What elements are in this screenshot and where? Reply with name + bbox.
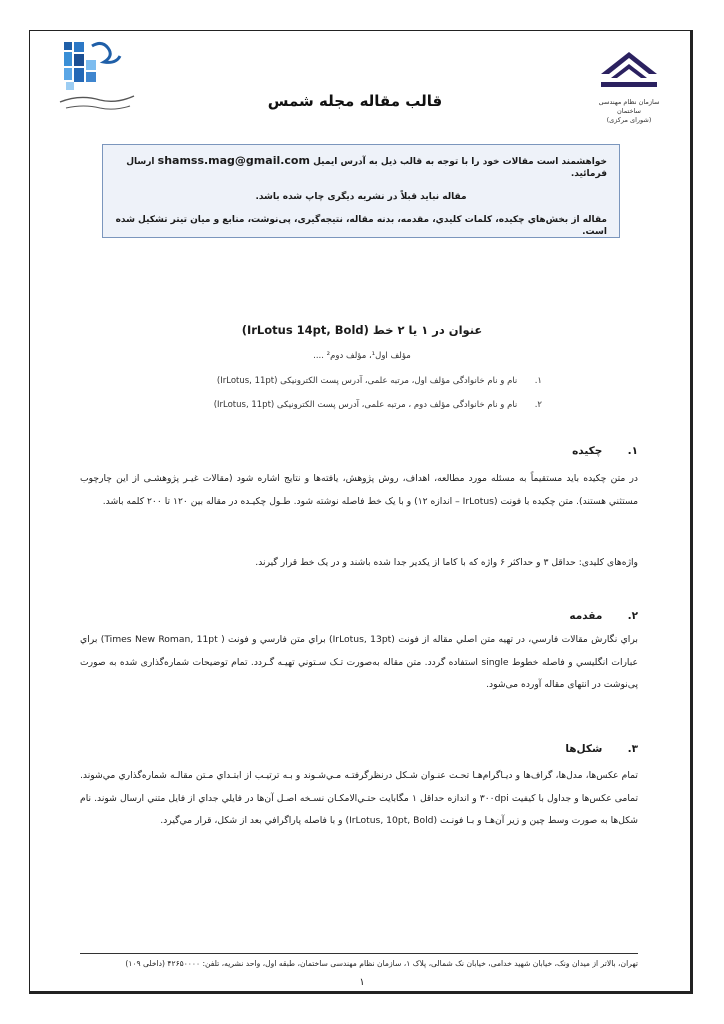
- shams-journal-logo: [52, 38, 142, 118]
- section-number: ۲.: [627, 610, 638, 622]
- affiliation-text: نام و نام خانوادگی مؤلف دوم ، مرتبه علمی، آدرس پست الکترونیکی (IrLotus, 11pt): [213, 400, 518, 410]
- affiliation-text: نام و نام خانوادگی مؤلف اول، مرتبه علمی، آدرس پست الکترونیکی (IrLotus, 11pt): [216, 376, 518, 386]
- section-title: مقدمه: [569, 610, 603, 622]
- engineering-organization-logo: [594, 44, 664, 122]
- submission-email: shamss.mag@gmail.com: [157, 154, 310, 167]
- affiliation-number: ۱.: [534, 376, 542, 386]
- section-title: شكل‌ها: [565, 743, 603, 755]
- notice-line-2: مقاله نباید قبلاً در نشریه دیگری چاپ شده باشد.: [255, 192, 467, 202]
- introduction-paragraph: براي نگارش مقالات فارسي، در تهيه متن اصلي مقاله از فونت (IrLotus, 13pt) براي متن فارسي و فونت ( Times New Roman, 11pt) براي عبارات انگليسي و فاصله خطوط single استفاده گردد. متن مقاله به‌صورت تـک سـتوني تهيـه گـردد. تمام توضیحات شماره‌گذاری شده به صورت پی‌نوشت در انتهای مقاله آورده می‌شود.: [80, 634, 638, 690]
- affiliation-2: [140, 400, 542, 410]
- right-logo-org-subtitle: (شورای مرکزی): [606, 116, 652, 124]
- section-heading-figures: [565, 743, 638, 755]
- section-number: ۱.: [627, 445, 638, 457]
- keywords-line: واژه‌های کلیدی: حداقل ۳ و حداکثر ۶ واژه که با کاما از یکدیر جدا شده باشند و در یک خط قرار گیرند.: [255, 557, 638, 568]
- notice-line-1-after: ارسال فرمائید.: [126, 157, 607, 179]
- notice-line-1-before: خواهشمند است مقالات خود را با توجه به قالب ذیل به آدرس ایمیل: [313, 157, 607, 167]
- abstract-paragraph: در متن چکیده باید مستقیماً به مسئله مورد مطالعه، اهداف، روش پژوهش، یافته‌ها و نتایج اشاره شود (مقالات غیـر پژوهشـی از این چارچوب مستثني هستند). متن چکیده با فونت (IrLotus – اندازه ۱۲) و با یک خط فاصله نوشته شود. طـول چكيـده در مقاله بين ۱۲۰ تا ۲۰۰ كلمه باشد.: [80, 473, 638, 507]
- affiliation-1: [140, 376, 542, 386]
- section-heading-abstract: [572, 445, 638, 457]
- right-logo-org-name: سازمان نظام مهندسی ساختمان: [598, 98, 660, 115]
- paper-title: عنوان در ۱ یا ۲ خط (IrLotus 14pt, Bold): [241, 323, 483, 337]
- notice-line-1: [115, 155, 607, 180]
- figures-paragraph: تمام عكس‌ها، مدل‌ها، گراف‌ها و دیـاگرام‌هـا تحـت عنـوان شـكل درنظرگرفتـه مـي‌شـوند و بـه ترتيـب از ابتـداي مـتن مقالـه شماره‌گذاري مي‌شوند. تمامی عکس‌ها و جداول با کیفیت ۳۰۰dpi و اندازه حداقل ۱ مگابایت حتـي‌الامكـان نسـخه اصـل آن‌ها در فايلي جداي از فايل متني ارسال شوند. نام شكل‌ها به صورت وسط چين و زير آن‌هـا و بـا فونـت (IrLotus, 10pt, Bold) و با فاصله پاراگرافي بعد از شكل، قرار مي‌گيرد.: [80, 770, 639, 826]
- footer-address: تهران، بالاتر از میدان ونک، خیابان شهید خدامی، خیابان نک شمالی، پلاک ۱، سازمان نظام مهندسی ساختمان، طبقه اول، واحد نشریه، تلفن: ۴۲۶۵۰۰۰۰ (داخلی ۱۰۹): [125, 959, 638, 968]
- section-title: چکیده: [572, 445, 603, 457]
- footer-divider: [80, 953, 638, 954]
- notice-line-3: مقاله از بخش‌هاي چكيده، كلمات كليدي، مقدمه، بدنه مقاله، نتیجه‌گیری، پی‌نوشت، منابع و میان تیتر تشكيل شده است.: [115, 215, 607, 237]
- affiliation-number: ۲.: [534, 400, 542, 410]
- section-number: ۳.: [627, 743, 638, 755]
- paper-authors: مؤلف اول¹، مؤلف دوم² ....: [313, 351, 411, 361]
- section-heading-introduction: [569, 610, 638, 622]
- page-number: ۱: [359, 977, 365, 988]
- journal-title: قالب مقاله مجله شمس: [267, 92, 443, 110]
- submission-notice-box: [102, 144, 620, 238]
